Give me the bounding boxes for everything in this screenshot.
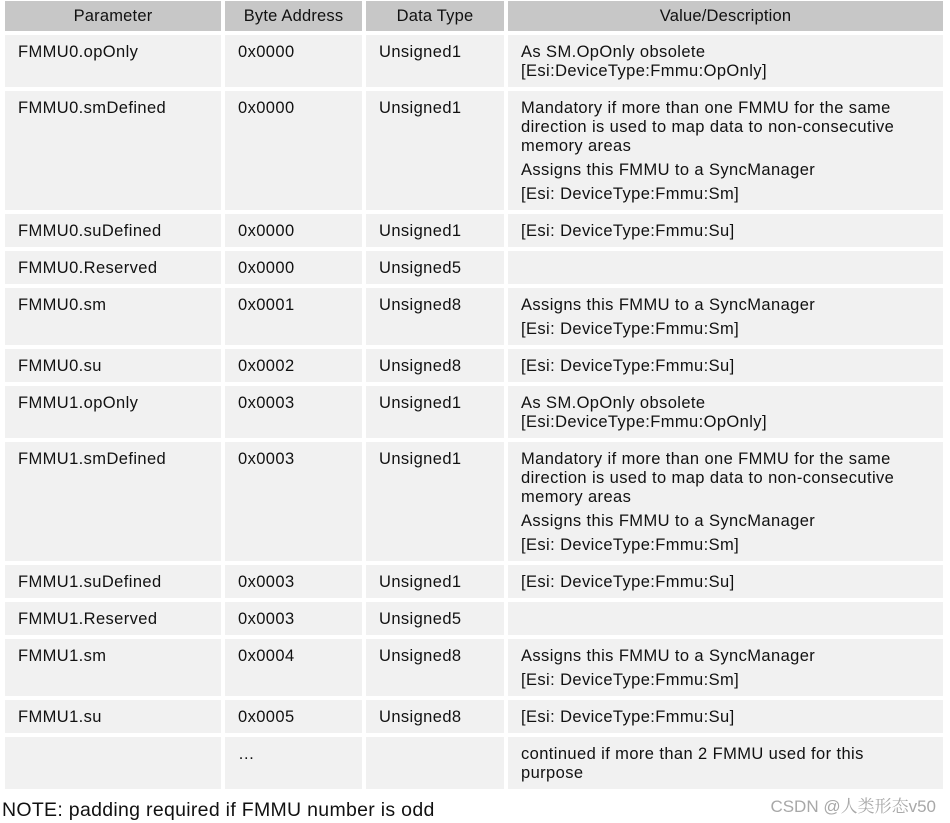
parameter-cell: FMMU1.opOnly [5,386,221,438]
parameter-cell: FMMU1.suDefined [5,565,221,598]
table-row [5,442,943,561]
byte-address-cell: 0x0002 [225,349,362,382]
data-type-cell [366,737,504,789]
description-cell [508,251,943,284]
table-row [5,288,943,345]
description-paragraph: [Esi: DeviceType:Fmmu:Su] [521,357,735,375]
byte-address-cell: 0x0003 [225,386,362,438]
byte-address-cell: … [225,737,362,789]
parameter-cell [5,737,221,789]
header-byte-address: Byte Address [225,1,362,31]
description-paragraph: [Esi: DeviceType:Fmmu:Sm] [521,536,740,554]
parameter-cell: FMMU0.sm [5,288,221,345]
byte-address-cell: 0x0004 [225,639,362,696]
data-type-cell: Unsigned1 [366,214,504,247]
parameter-cell: FMMU0.smDefined [5,91,221,210]
data-type-cell: Unsigned8 [366,700,504,733]
parameter-cell: FMMU0.suDefined [5,214,221,247]
description-cell [508,602,943,635]
description-paragraph: Mandatory if more than one FMMU for the same direction is used to map data to non-consecutive memory areas [521,99,895,155]
byte-address-cell: 0x0000 [225,214,362,247]
data-type-cell: Unsigned1 [366,386,504,438]
description-paragraph: As SM.OpOnly obsolete [Esi:DeviceType:Fmmu:OpOnly] [521,43,767,80]
table-row [5,737,943,789]
data-type-cell: Unsigned8 [366,288,504,345]
byte-address-cell: 0x0000 [225,91,362,210]
byte-address-cell: 0x0000 [225,251,362,284]
description-paragraph: Assigns this FMMU to a SyncManager [521,161,816,179]
table-row [5,639,943,696]
table-row [5,565,943,598]
description-cell [508,737,943,789]
table-row [5,35,943,87]
fmmu-table [1,0,947,793]
table-row [5,386,943,438]
table-row [5,700,943,733]
description-paragraph: continued if more than 2 FMMU used for this purpose [521,745,864,782]
byte-address-cell: 0x0003 [225,565,362,598]
parameter-cell: FMMU1.Reserved [5,602,221,635]
description-paragraph: [Esi: DeviceType:Fmmu:Sm] [521,185,740,203]
description-paragraph: As SM.OpOnly obsolete [Esi:DeviceType:Fmmu:OpOnly] [521,394,767,431]
data-type-cell: Unsigned8 [366,639,504,696]
description-paragraph: Assigns this FMMU to a SyncManager [521,512,816,530]
data-type-cell: Unsigned8 [366,349,504,382]
data-type-cell: Unsigned1 [366,565,504,598]
description-cell [508,214,943,247]
byte-address-cell: 0x0001 [225,288,362,345]
description-paragraph: [Esi: DeviceType:Fmmu:Su] [521,222,735,240]
description-paragraph: [Esi: DeviceType:Fmmu:Su] [521,573,735,591]
description-paragraph: Mandatory if more than one FMMU for the same direction is used to map data to non-consecutive memory areas [521,450,895,506]
description-paragraph: Assigns this FMMU to a SyncManager [521,647,816,665]
byte-address-cell: 0x0003 [225,442,362,561]
parameter-cell: FMMU0.opOnly [5,35,221,87]
data-type-cell: Unsigned1 [366,35,504,87]
description-cell [508,386,943,438]
table-header-row [5,1,943,31]
table-row [5,251,943,284]
watermark: CSDN @人类形态v50 [770,797,936,816]
description-cell [508,700,943,733]
header-value-description: Value/Description [508,1,943,31]
table-body [5,35,943,789]
byte-address-cell: 0x0005 [225,700,362,733]
parameter-cell: FMMU1.sm [5,639,221,696]
description-cell [508,288,943,345]
parameter-cell: FMMU0.Reserved [5,251,221,284]
byte-address-cell: 0x0000 [225,35,362,87]
parameter-cell: FMMU1.smDefined [5,442,221,561]
parameter-cell: FMMU0.su [5,349,221,382]
header-data-type: Data Type [366,1,504,31]
description-cell [508,35,943,87]
table-row [5,91,943,210]
data-type-cell: Unsigned1 [366,442,504,561]
table-row [5,349,943,382]
header-parameter: Parameter [5,1,221,31]
table-row [5,214,943,247]
description-paragraph: [Esi: DeviceType:Fmmu:Sm] [521,320,740,338]
table-row [5,602,943,635]
description-paragraph: Assigns this FMMU to a SyncManager [521,296,816,314]
description-cell [508,565,943,598]
byte-address-cell: 0x0003 [225,602,362,635]
description-cell [508,349,943,382]
description-paragraph: [Esi: DeviceType:Fmmu:Su] [521,708,735,726]
description-paragraph: [Esi: DeviceType:Fmmu:Sm] [521,671,740,689]
description-cell [508,639,943,696]
footnote: NOTE: padding required if FMMU number is odd [2,799,435,821]
data-type-cell: Unsigned1 [366,91,504,210]
description-cell [508,442,943,561]
description-cell [508,91,943,210]
parameter-cell: FMMU1.su [5,700,221,733]
data-type-cell: Unsigned5 [366,602,504,635]
data-type-cell: Unsigned5 [366,251,504,284]
